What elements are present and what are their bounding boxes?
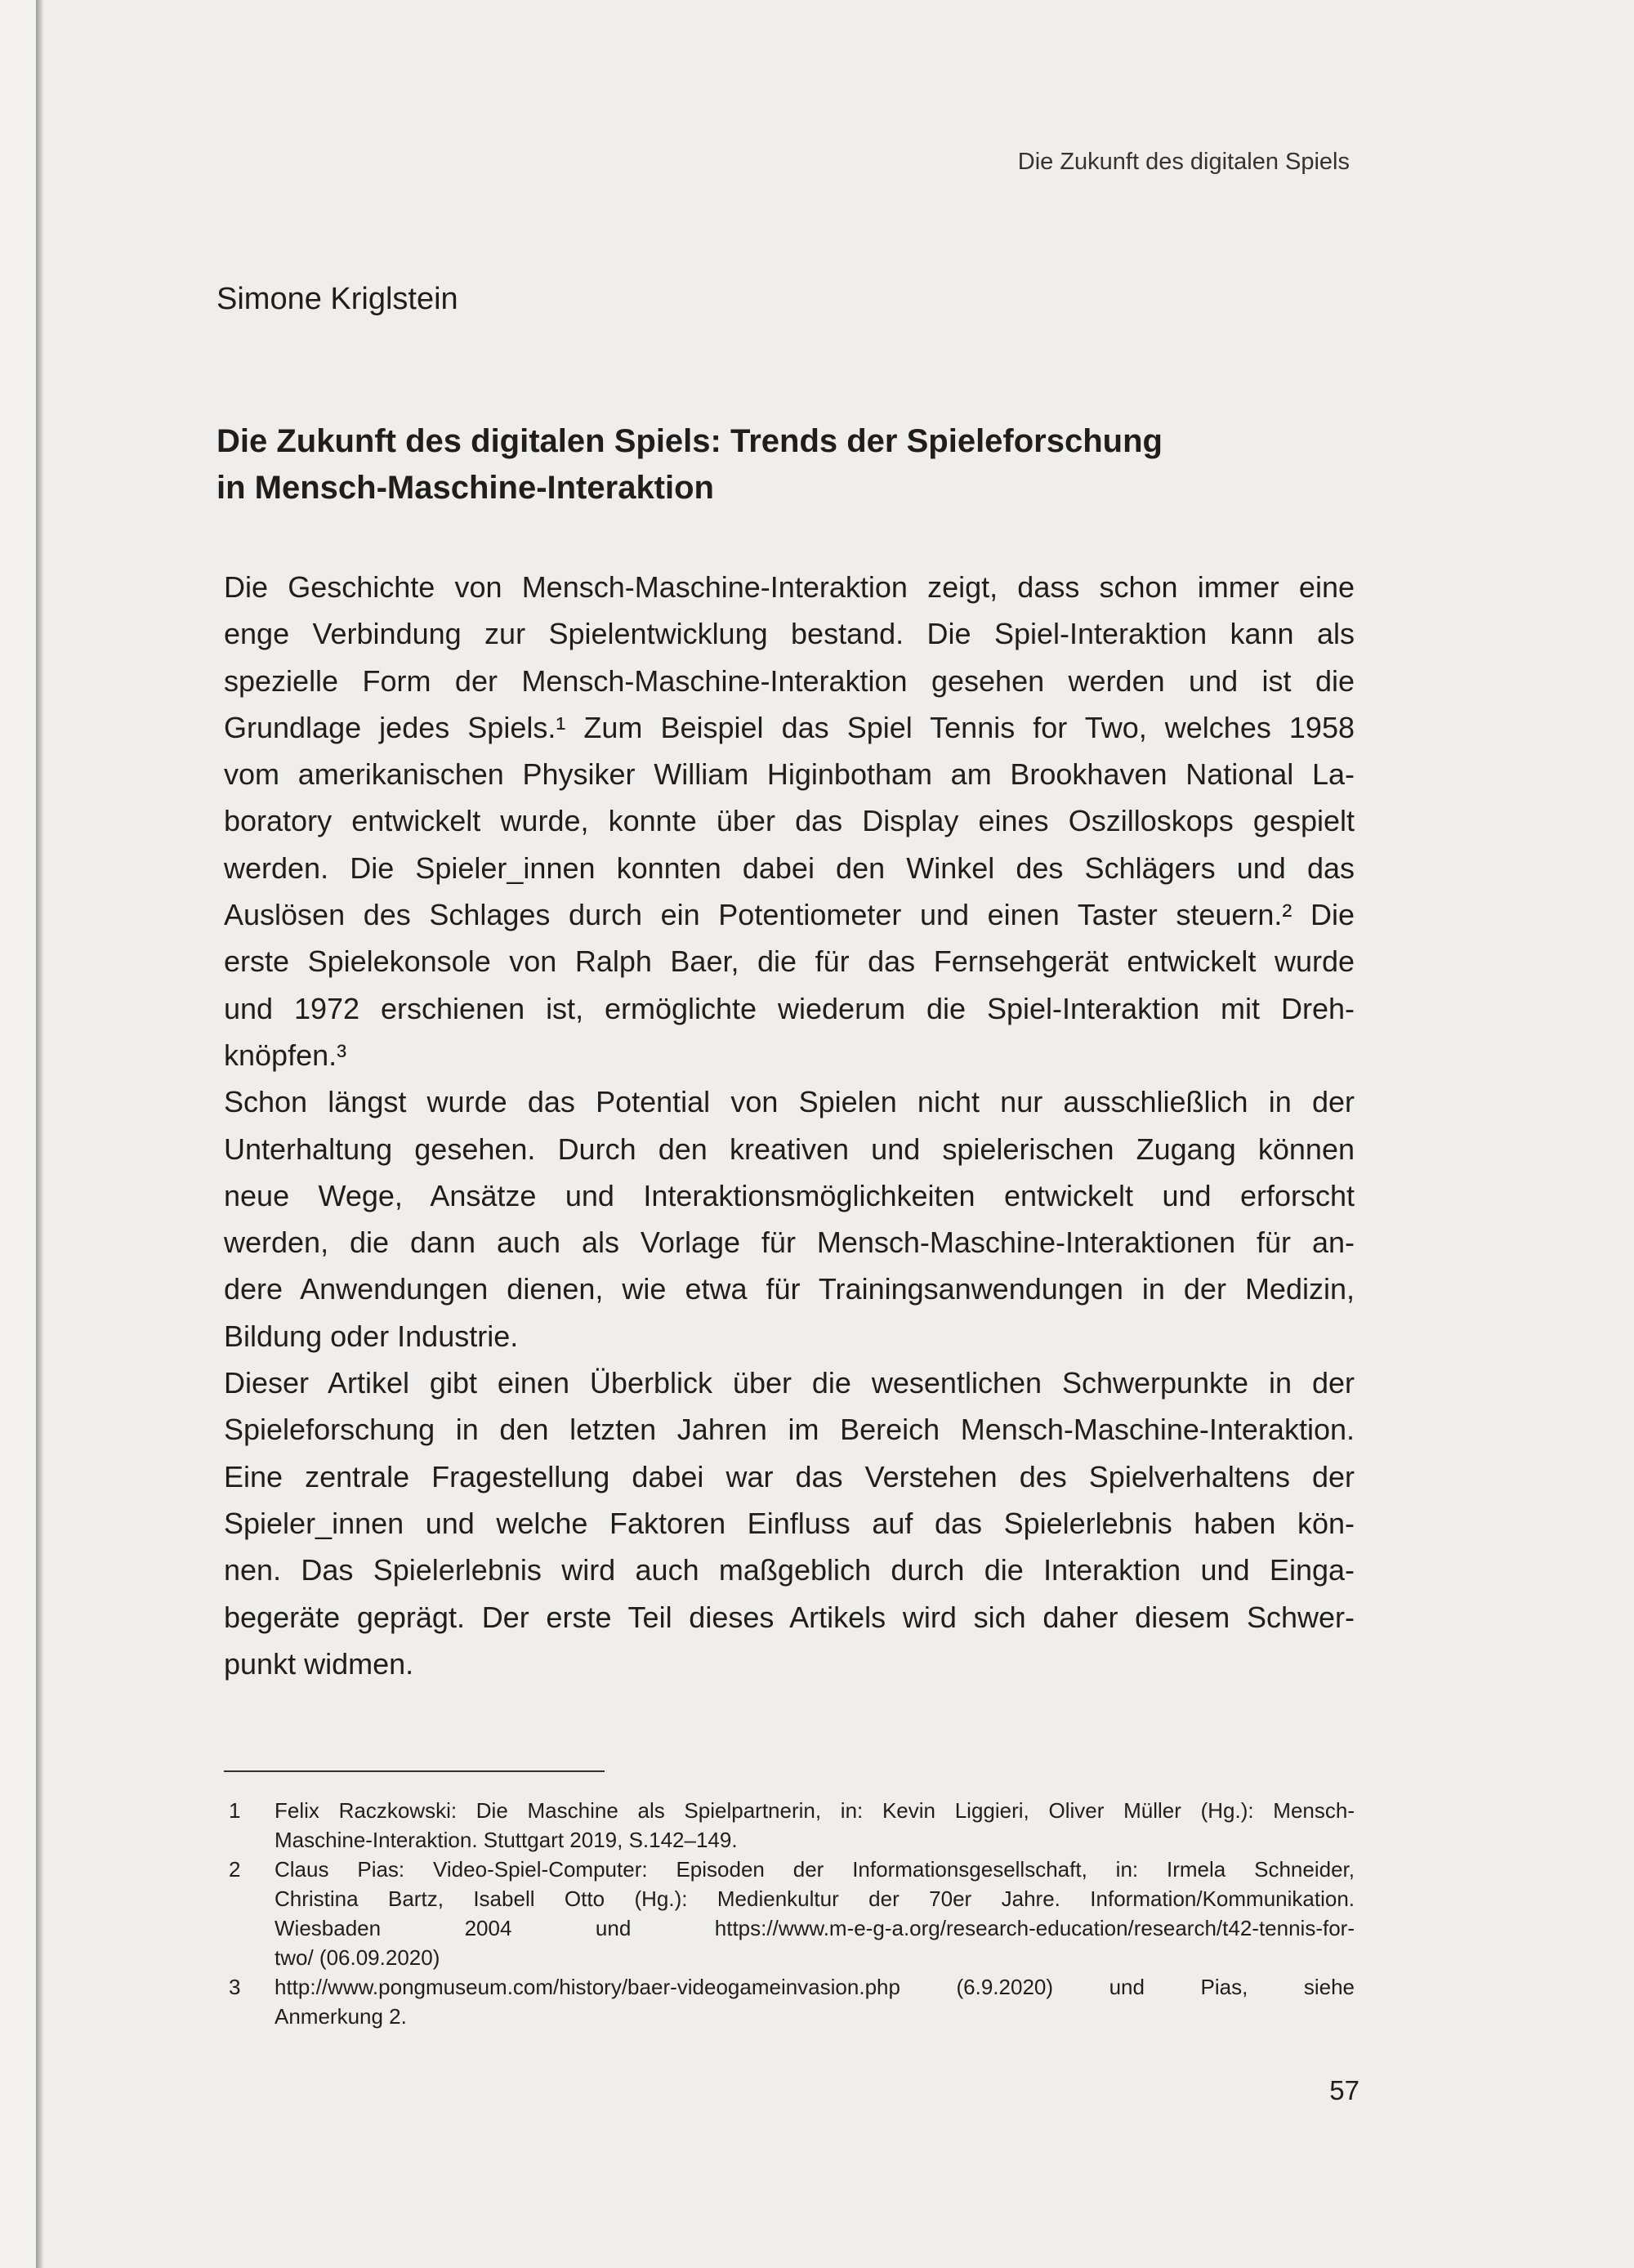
footnote-line: Christina Bartz, Isabell Otto (Hg.): Medienkultur der 70er Jahre. Information/Kommunikation.: [275, 1886, 1355, 1911]
footnote-line: Felix Raczkowski: Die Maschine als Spielpartnerin, in: Kevin Liggieri, Oliver Müller (Hg.): Mensch-: [275, 1798, 1355, 1823]
article-title: [217, 418, 1360, 511]
footnote-text: [275, 1855, 1355, 1972]
footnote-number: 1: [229, 1798, 241, 1823]
footnote: [229, 1855, 1355, 1972]
text-line: und 1972 erschienen ist, ermöglichte wiederum die Spiel-Interaktion mit Dreh-: [224, 991, 1355, 1025]
footnote-number: 2: [229, 1857, 241, 1882]
text-line: vom amerikanischen Physiker William Higinbotham am Brookhaven National La-: [224, 757, 1355, 792]
text-line: Bildung oder Industrie.: [224, 1319, 519, 1353]
text-line: Die Geschichte von Mensch-Maschine-Interaktion zeigt, dass schon immer eine: [224, 570, 1355, 604]
text-line: Schon längst wurde das Potential von Spielen nicht nur ausschließlich in der: [224, 1085, 1355, 1119]
text-line: boratory entwickelt wurde, konnte über das Display eines Oszilloskops gespielt: [224, 804, 1355, 838]
text-line: Unterhaltung gesehen. Durch den kreativen und spielerischen Zugang können: [224, 1132, 1355, 1166]
paragraph: [224, 1359, 1355, 1687]
footnote-text: [275, 1796, 1355, 1855]
text-line: knöpfen.³: [224, 1038, 347, 1072]
text-line: werden, die dann auch als Vorlage für Mensch-Maschine-Interaktionen für an-: [224, 1226, 1355, 1260]
text-line: Auslösen des Schlages durch ein Potentiometer und einen Taster steuern.² Die: [224, 898, 1355, 932]
footnote-number: 3: [229, 1975, 241, 1999]
footnote-line: Maschine-Interaktion. Stuttgart 2019, S.142–149.: [275, 1828, 738, 1852]
text-line: Dieser Artikel gibt einen Überblick über die wesentlichen Schwerpunkte in der: [224, 1366, 1355, 1400]
text-line: punkt widmen.: [224, 1646, 414, 1681]
page-gutter: [0, 0, 36, 2268]
text-line: Grundlage jedes Spiels.¹ Zum Beispiel das Spiel Tennis for Two, welches 1958: [224, 710, 1355, 744]
footnote: [229, 1796, 1355, 1855]
footnote-line: http://www.pongmuseum.com/history/baer-videogameinvasion.php (6.9.2020) und Pias, siehe: [275, 1975, 1355, 1999]
footnote-line: Wiesbaden 2004 und https://www.m-e-g-a.org/research-education/research/t42-tennis-for-: [275, 1916, 1355, 1940]
title-line: Die Zukunft des digitalen Spiels: Trends der Spieleforschung: [217, 423, 1163, 459]
footnote: [229, 1972, 1355, 2031]
footnote-line: two/ (06.09.2020): [275, 1945, 440, 1970]
text-line: Eine zentrale Fragestellung dabei war das Verstehen des Spielverhaltens der: [224, 1459, 1355, 1493]
text-line: spezielle Form der Mensch-Maschine-Interaktion gesehen werden und ist die: [224, 663, 1355, 698]
text-line: nen. Das Spielerlebnis wird auch maßgeblich durch die Interaktion und Einga-: [224, 1553, 1355, 1587]
text-line: Spieler_innen und welche Faktoren Einfluss auf das Spielerlebnis haben kön-: [224, 1506, 1355, 1540]
text-line: begeräte geprägt. Der erste Teil dieses Artikels wird sich daher diesem Schwer-: [224, 1600, 1355, 1634]
running-head: Die Zukunft des digitalen Spiels: [1017, 149, 1350, 175]
text-line: enge Verbindung zur Spielentwicklung bestand. Die Spiel-Interaktion kann als: [224, 617, 1355, 651]
binding-edge: [36, 0, 44, 2268]
text-line: Spieleforschung in den letzten Jahren im Bereich Mensch-Maschine-Interaktion.: [224, 1413, 1355, 1447]
text-line: werden. Die Spieler_innen konnten dabei den Winkel des Schlägers und das: [224, 850, 1355, 885]
text-line: neue Wege, Ansätze und Interaktionsmöglichkeiten entwickelt und erforscht: [224, 1178, 1355, 1212]
footnote-line: Claus Pias: Video-Spiel-Computer: Episoden der Informationsgesellschaft, in: Irmela Schneider,: [275, 1857, 1355, 1882]
text-line: dere Anwendungen dienen, wie etwa für Trainingsanwendungen in der Medizin,: [224, 1272, 1355, 1306]
paragraph: [224, 1078, 1355, 1359]
footnote-rule: [224, 1770, 605, 1772]
text-line: erste Spielekonsole von Ralph Baer, die für das Fernsehgerät entwickelt wurde: [224, 944, 1355, 979]
author-name: Simone Kriglstein: [217, 282, 458, 316]
title-line: in Mensch-Maschine-Interaktion: [217, 470, 714, 506]
paragraph: [224, 564, 1355, 1078]
footnote-text: [275, 1972, 1355, 2031]
body-text: [224, 564, 1355, 1687]
footnotes: [229, 1796, 1355, 2031]
page-number: 57: [1329, 2075, 1359, 2105]
footnote-line: Anmerkung 2.: [275, 2004, 407, 2029]
